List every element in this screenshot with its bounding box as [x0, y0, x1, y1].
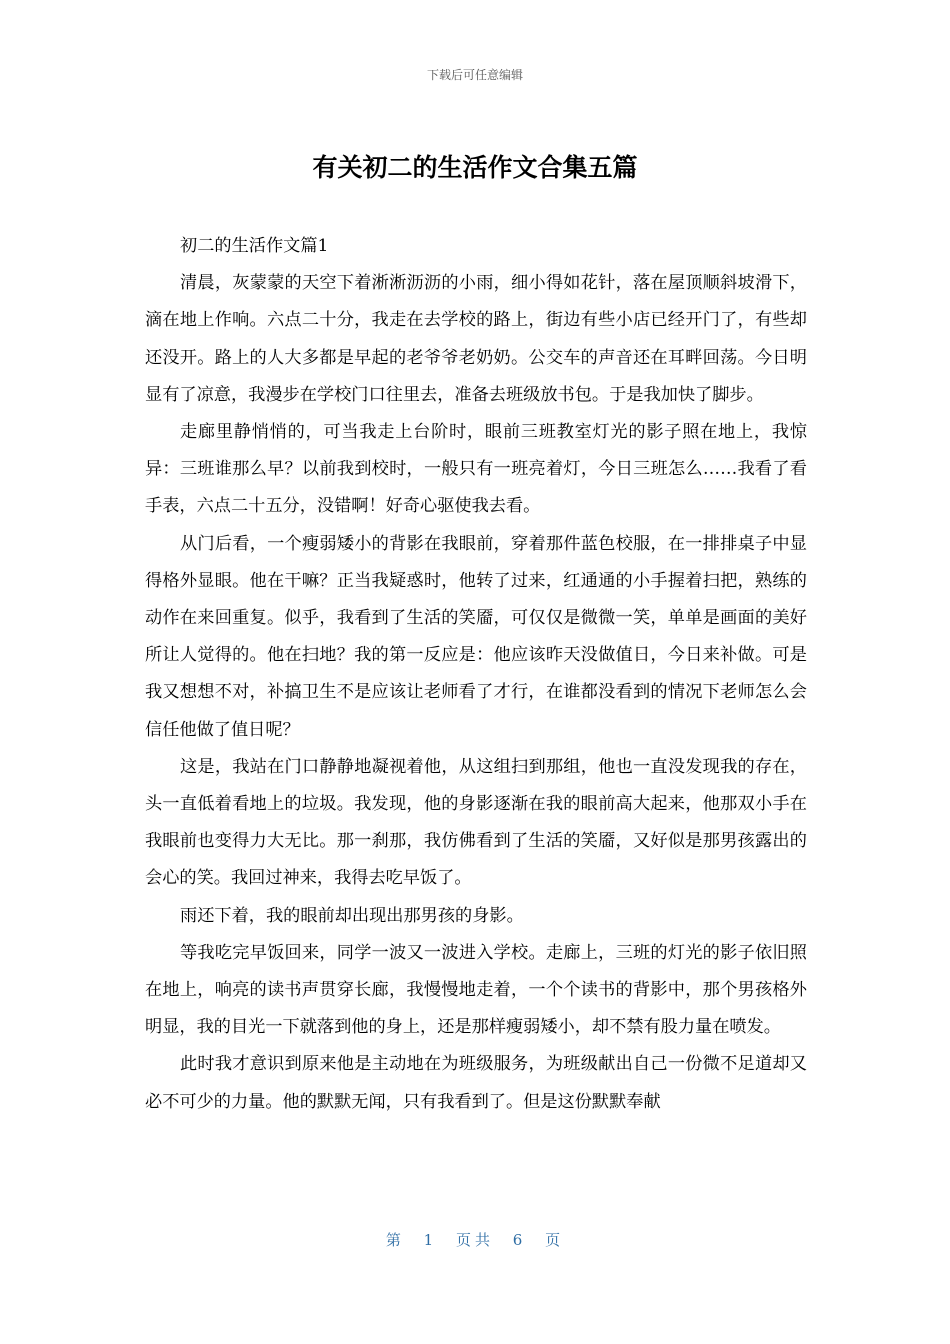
paragraph: 走廊里静悄悄的，可当我走上台阶时，眼前三班教室灯光的影子照在地上，我惊异：三班谁那么早？以前我到校时，一般只有一班亮着灯，今日三班怎么……我看了看手表，六点二十五分，没错啊！好奇心驱使我去看。 [145, 422, 807, 517]
document-title: 有关初二的生活作文合集五篇 [312, 153, 638, 182]
paragraph: 此时我才意识到原来他是主动地在为班级服务，为班级献出自己一份微不足道却又必不可少的力量。他的默默无闻，只有我看到了。但是这份默默奉献 [145, 1054, 807, 1112]
paragraph: 等我吃完早饭回来，同学一波又一波进入学校。走廊上，三班的灯光的影子依旧照在地上，响亮的读书声贯穿长廊，我慢慢地走着，一个个读书的背影中，那个男孩格外明显，我的目光一下就落到他的身上，还是那样瘦弱矮小，却不禁有股力量在喷发。 [145, 942, 807, 1038]
paragraph: 雨还下着，我的眼前却出现出那男孩的身影。 [180, 905, 524, 926]
page-header: 下载后可任意编辑 [426, 68, 523, 82]
section-heading: 初二的生活作文篇1 [180, 236, 329, 256]
paragraph: 清晨，灰蒙蒙的天空下着淅淅沥沥的小雨，细小得如花针，落在屋顶顺斜坡滑下，滴在地上作响。六点二十分，我走在去学校的路上，街边有些小店已经开门了，有些却还没开。路上的人大多都是早起的老爷爷老奶奶。公交车的声音还在耳畔回荡。今日明显有了凉意，我漫步在学校门口往里去，准备去班级放书包。于是我加快了脚步。 [145, 273, 807, 405]
document-body [145, 228, 807, 1121]
page-number-footer: 第 1 页共 6 页 [385, 1231, 565, 1249]
paragraph: 从门后看，一个瘦弱矮小的背影在我眼前，穿着那件蓝色校服，在一排排桌子中显得格外显眼。他在干嘛？正当我疑惑时，他转了过来，红通通的小手握着扫把，熟练的动作在来回重复。似乎，我看到了生活的笑靥，可仅仅是微微一笑，单单是画面的美好所让人觉得的。他在扫地？我的第一反应是：他应该昨天没做值日，今日来补做。可是我又想想不对，补搞卫生不是应该让老师看了才行，在谁都没看到的情况下老师怎么会信任他做了值日呢？ [145, 533, 807, 740]
paragraph: 这是，我站在门口静静地凝视着他，从这组扫到那组，他也一直没发现我的存在，头一直低着看地上的垃圾。我发现，他的身影逐渐在我的眼前高大起来，他那双小手在我眼前也变得力大无比。那一刹那，我仿佛看到了生活的笑靥，又好似是那男孩露出的会心的笑。我回过神来，我得去吃早饭了。 [145, 756, 807, 889]
